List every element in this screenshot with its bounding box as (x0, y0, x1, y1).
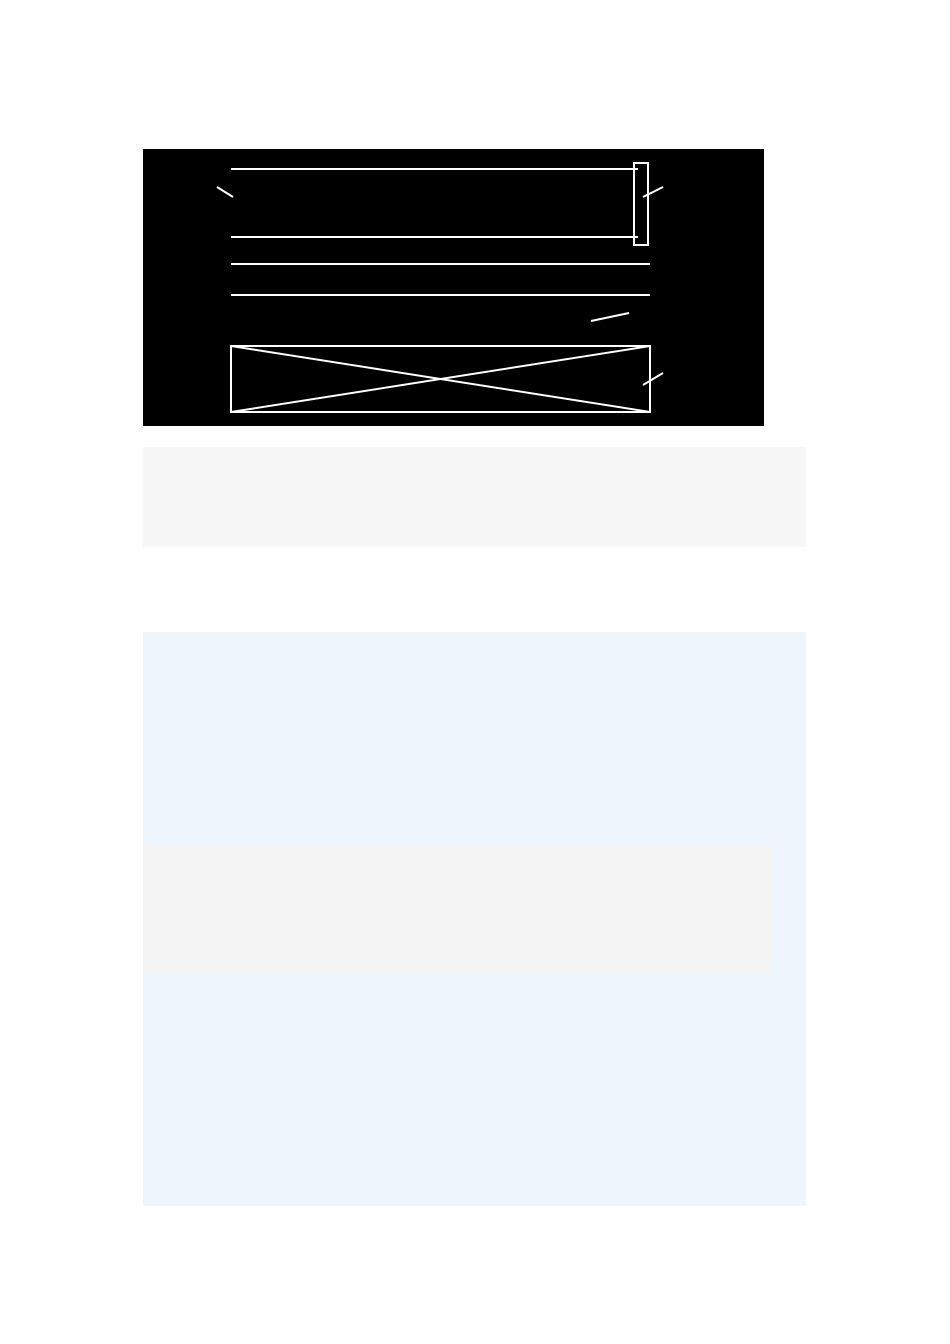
zone-e-leader (643, 373, 663, 385)
process-flowchart (144, 846, 772, 973)
zone-a-leader (217, 187, 233, 197)
site-layout-diagram (143, 149, 764, 426)
process-flowchart-svg (144, 846, 772, 973)
zone-b-leader (643, 187, 663, 197)
zone-d-leader (591, 313, 629, 321)
question-block (143, 447, 806, 547)
site-layout-svg (143, 149, 764, 426)
crane-zone-rect (634, 163, 648, 245)
